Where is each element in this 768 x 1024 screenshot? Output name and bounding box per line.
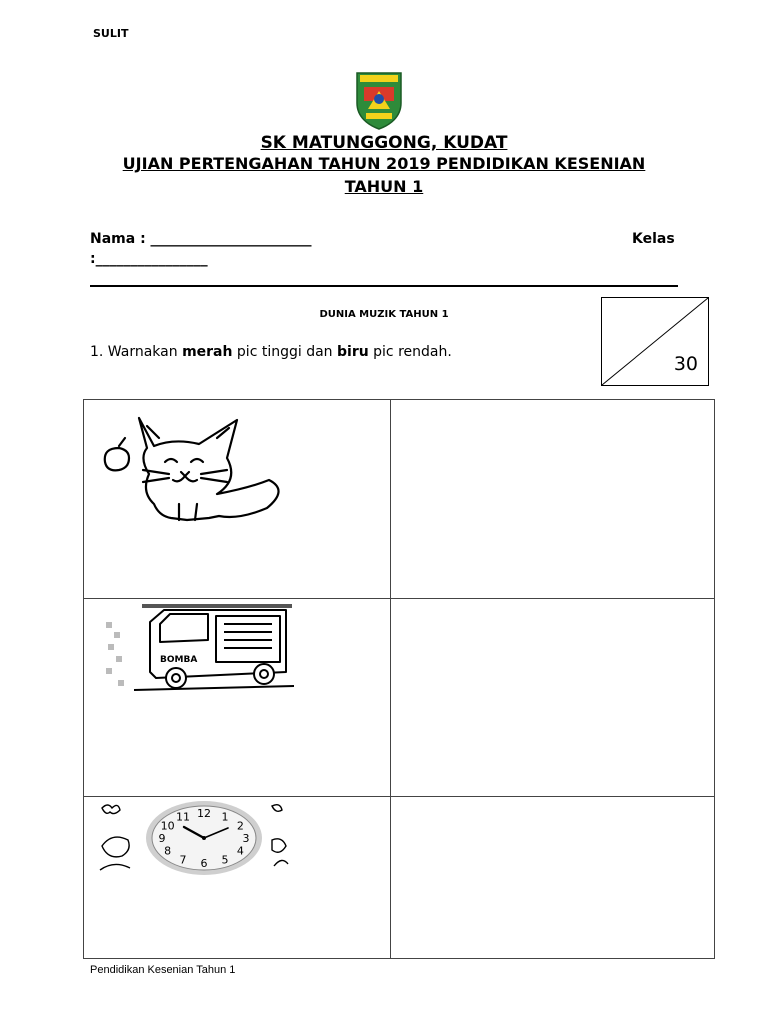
kelas-field[interactable]: :________________ xyxy=(90,251,208,267)
grid-divider-row2 xyxy=(84,796,714,797)
exam-year-level: TAHUN 1 xyxy=(344,177,424,196)
school-crest-icon xyxy=(354,69,404,131)
clock-icon[interactable] xyxy=(96,800,296,880)
answer-grid xyxy=(83,399,715,959)
clock-numeral: 1 xyxy=(221,810,229,824)
question-text-2: pic tinggi dan xyxy=(232,344,337,360)
divider xyxy=(90,285,678,287)
sulit-label: SULIT xyxy=(93,27,129,40)
clock-numeral: 7 xyxy=(179,853,187,867)
score-total: 30 xyxy=(673,353,698,375)
fire-truck-icon[interactable] xyxy=(104,602,294,698)
score-box xyxy=(601,297,709,386)
school-name: SK MATUNGGONG, KUDAT xyxy=(260,133,508,153)
footer-text: Pendidikan Kesenian Tahun 1 xyxy=(90,964,236,976)
grid-divider-vertical xyxy=(390,400,391,958)
clock-numeral: 11 xyxy=(176,810,190,824)
section-title: DUNIA MUZIK TAHUN 1 xyxy=(319,309,449,320)
grid-divider-row1 xyxy=(84,598,714,599)
clock-numeral: 9 xyxy=(158,832,166,845)
question-text-3: pic rendah. xyxy=(368,344,452,360)
clock-numeral: 2 xyxy=(236,819,244,833)
clock-numeral: 4 xyxy=(236,844,244,858)
clock-numeral: 3 xyxy=(242,832,250,845)
clock-numeral: 8 xyxy=(164,844,172,858)
question-1 xyxy=(90,344,452,360)
clock-numeral: 5 xyxy=(221,853,229,867)
truck-label: BOMBA xyxy=(160,655,198,665)
question-bold-biru: biru xyxy=(337,344,369,360)
clock-numeral: 6 xyxy=(200,857,208,870)
kelas-label: Kelas xyxy=(632,231,675,247)
clock-numeral: 12 xyxy=(197,807,211,820)
clock-numeral: 10 xyxy=(160,819,175,833)
question-text-1: Warnakan xyxy=(103,344,183,360)
cat-icon[interactable] xyxy=(99,408,289,526)
question-number: 1. xyxy=(90,344,104,360)
exam-title: UJIAN PERTENGAHAN TAHUN 2019 PENDIDIKAN KESENIAN xyxy=(122,154,646,173)
nama-field[interactable]: Nama : _______________________ xyxy=(90,231,312,247)
question-bold-merah: merah xyxy=(182,344,233,360)
